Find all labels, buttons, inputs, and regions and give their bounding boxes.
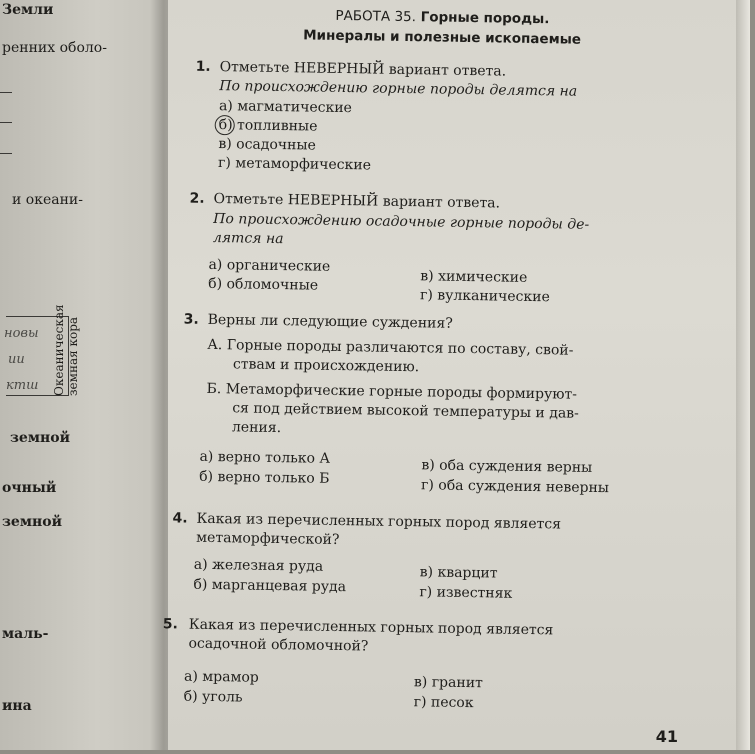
- answer-option[interactable]: в) оба суждения верны: [421, 457, 593, 476]
- question-prompt: метаморфической?: [196, 529, 340, 549]
- title-line-1: Горные породы.: [420, 9, 550, 28]
- answer-option[interactable]: г) оба суждения неверны: [420, 477, 610, 497]
- left-page-rule: [0, 122, 12, 123]
- question-subprompt: По происхождению осадочные горные породы де-: [213, 210, 590, 233]
- question-prompt: Отметьте НЕВЕРНЫЙ вариант ответа.: [219, 59, 507, 80]
- question-subprompt: По происхождению горные породы делятся на: [219, 78, 578, 100]
- rotated-diagram-label: [52, 304, 80, 396]
- left-page-text: земной: [10, 430, 70, 446]
- question-number: 2.: [189, 190, 205, 207]
- question-number: 4.: [172, 510, 188, 527]
- question-subprompt: лятся на: [212, 229, 284, 248]
- answer-option[interactable]: б) обломочные: [208, 275, 319, 294]
- rotated-label-line: земная кора: [66, 316, 80, 396]
- answer-option[interactable]: а) магматические: [218, 98, 353, 117]
- answer-option[interactable]: б) марганцевая руда: [193, 576, 347, 596]
- left-page-text: ренних оболо-: [2, 40, 107, 56]
- answer-option[interactable]: а) мрамор: [183, 668, 259, 686]
- title-line-2: Минералы и полезные ископаемые: [303, 27, 582, 48]
- statement-a: ствам и происхождению.: [232, 356, 420, 376]
- left-page-text: и океани-: [12, 192, 83, 208]
- answer-option[interactable]: г) вулканические: [419, 287, 550, 306]
- question-prompt: Какая из перечисленных горных пород является: [196, 510, 562, 533]
- left-page-text: Земли: [2, 2, 54, 18]
- answer-option[interactable]: г) песок: [413, 694, 474, 712]
- answer-option[interactable]: в) осадочные: [218, 136, 317, 154]
- answer-option[interactable]: г) метаморфические: [217, 155, 372, 174]
- answer-option[interactable]: б) верно только Б: [199, 468, 330, 487]
- left-page-text: очный: [2, 480, 57, 496]
- answer-option[interactable]: а) железная руда: [193, 556, 324, 575]
- statement-a: А. Горные породы различаются по составу, свой-: [207, 336, 574, 359]
- left-page: [0, 0, 162, 750]
- rotated-label-line: Океаническая: [52, 304, 66, 396]
- answer-option[interactable]: а) органические: [208, 256, 331, 275]
- question-prompt: Отметьте НЕВЕРНЫЙ вариант ответа.: [213, 190, 501, 212]
- statement-b: Б. Метаморфические горные породы формируют-: [206, 380, 578, 403]
- left-page-rule: [0, 92, 12, 93]
- work-number: РАБОТА 35.: [335, 7, 417, 26]
- statement-b: ся под действием высокой температуры и дав-: [232, 400, 579, 422]
- diagram-hatch: ктш: [6, 378, 39, 393]
- question-number: 5.: [162, 616, 179, 633]
- page-edge: [736, 0, 750, 750]
- question-prompt: Какая из перечисленных горных пород является: [188, 616, 554, 639]
- left-page-text: земной: [2, 514, 62, 530]
- question-number: 1.: [195, 58, 211, 75]
- answer-option[interactable]: в) гранит: [413, 674, 483, 692]
- answer-option[interactable]: б) уголь: [183, 688, 243, 706]
- answer-option[interactable]: а) верно только А: [199, 448, 331, 467]
- question-number: 3.: [183, 311, 199, 328]
- answer-option[interactable]: в) химические: [420, 268, 528, 286]
- answer-option[interactable]: б) топливные: [218, 117, 318, 135]
- answer-option[interactable]: г) известняк: [419, 584, 513, 602]
- left-page-rule: [0, 153, 12, 154]
- question-prompt: осадочной обломочной?: [188, 635, 369, 655]
- diagram-hatch: новы: [4, 326, 39, 341]
- right-page: [162, 0, 750, 750]
- worksheet: [161, 0, 755, 754]
- question-prompt: Верны ли следующие суждения?: [207, 311, 453, 332]
- left-page-text: маль-: [2, 626, 49, 642]
- page-title: [272, 5, 613, 50]
- diagram-hatch: ии: [8, 352, 25, 367]
- answer-option[interactable]: в) кварцит: [419, 564, 498, 582]
- statement-b: ления.: [231, 419, 282, 437]
- page-number: 41: [655, 727, 678, 746]
- left-page-text: ина: [2, 698, 32, 714]
